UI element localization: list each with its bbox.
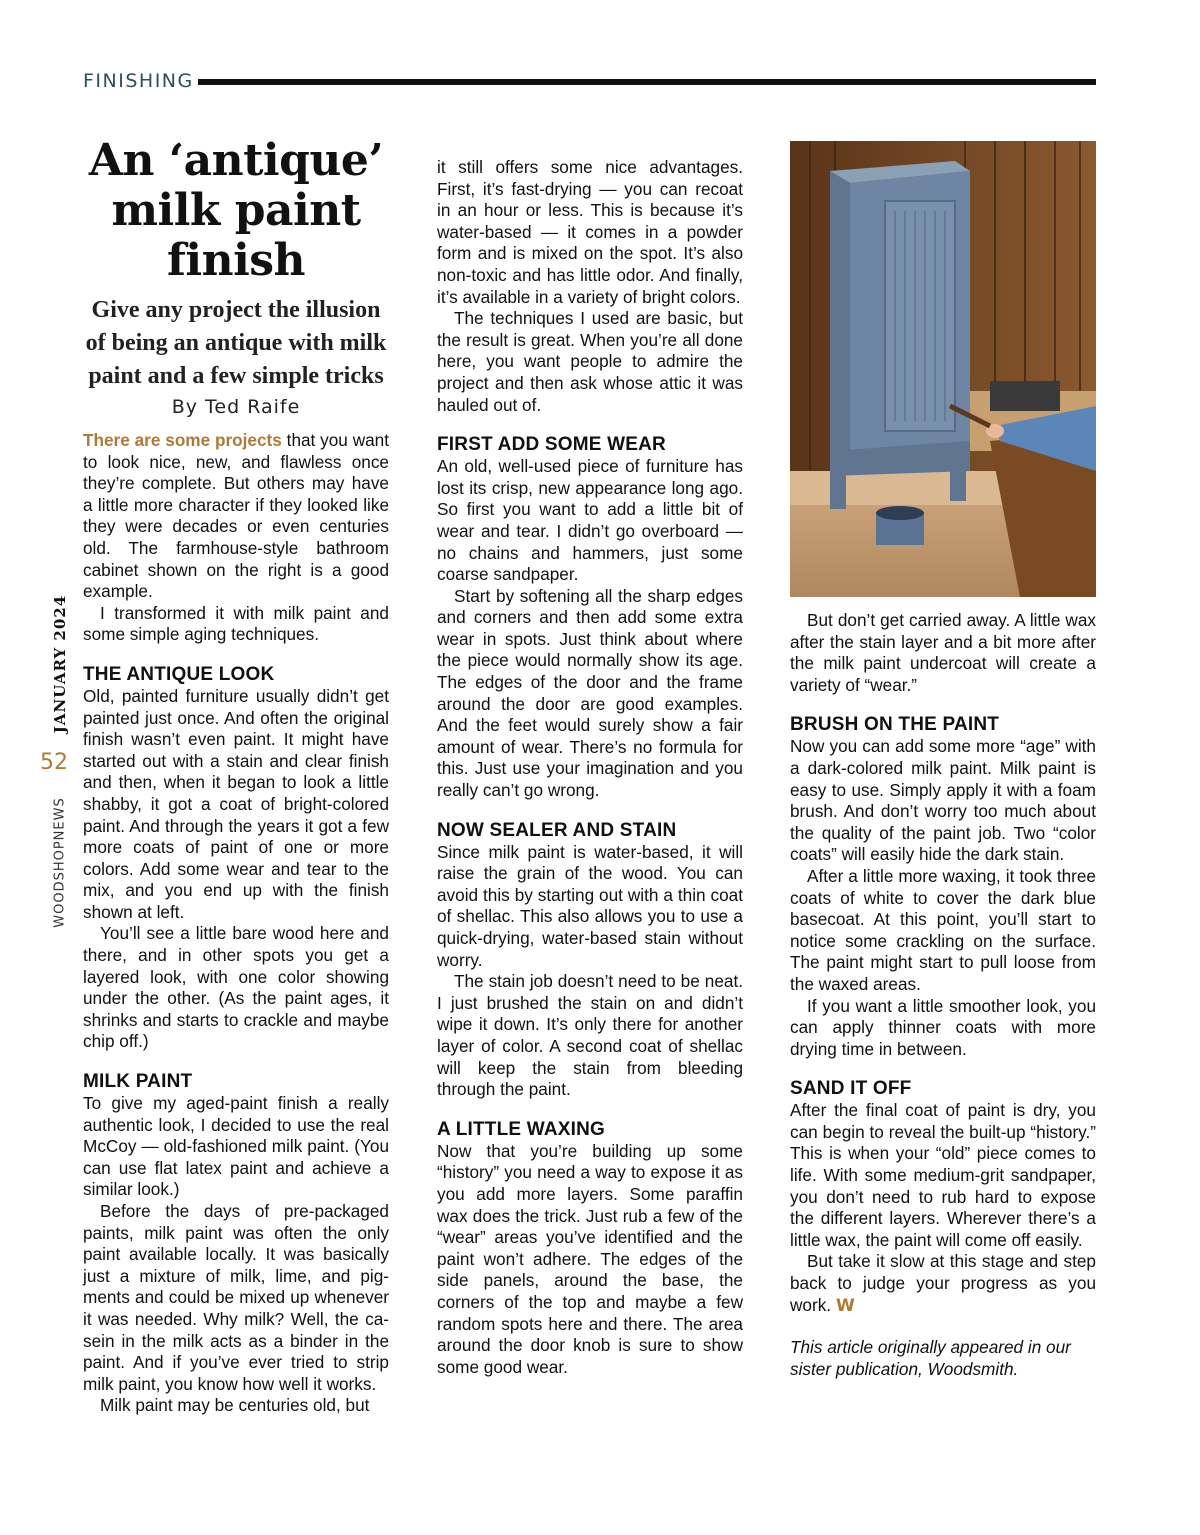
column-3	[790, 610, 1096, 1380]
article-title	[80, 136, 392, 286]
column-2	[437, 157, 743, 1378]
publication-note: This article originally appeared in our sister publication, Woodsmith.	[790, 1337, 1071, 1379]
cabinet-painting-illustration	[790, 141, 1096, 597]
header-rule	[198, 79, 1096, 85]
paragraph: Now you can add some more “age” with a dark-colored milk paint. Milk paint is easy to use. Simply apply it with a foam brush. And don’t worry too much about the quality of the paint job. Two “color coats” will easily hide the dark stain.	[790, 736, 1096, 865]
paragraph: Now that you’re building up some “history” you need a way to expose it as you add more layers. Some paraffin wax does the trick. Just rub a few of the “wear” areas you’ve identified and the paint won’t adhere. The edges of the side panels, around the base, the corners of the top and maybe a few random spots here and there. The area around the door knob is sure to show some good wear.	[437, 1140, 743, 1377]
paragraph: The techniques I used are basic, but the result is great. When you’re all done here, you want people to admire the project and then ask whose attic it was hauled out of.	[437, 308, 743, 415]
paragraph-text: that you want to look nice, new, and flawless once they’re complete. But others may have a little more character if they looked like they were decades or even centuries old. The farmhouse-style bathroom cabinet shown on the right is a good example.	[83, 430, 389, 602]
paragraph: If you want a little smoother look, you can apply thinner coats with more drying time in between.	[790, 995, 1096, 1059]
paragraph: But don’t get carried away. A little wax after the stain layer and a bit more after the milk paint undercoat will create a variety of “wear.”	[790, 610, 1096, 695]
subhead-antique-look: THE ANTIQUE LOOK	[83, 663, 275, 685]
paragraph: it still offers some nice advantages. First, it’s fast-drying — you can recoat in an hour or less. This is because it’s water-based — it comes in a powder form and is mixed on the spot. It’s also non-toxic and has little odor. And finally, it’s available in a variety of bright colors.	[437, 157, 743, 307]
issue-date: JANUARY 2024	[51, 594, 69, 734]
paragraph: Since milk paint is water-based, it will raise the grain of the wood. You can avoid this by starting out with a thin coat of shellac. This also allows you to use a quick-drying, water-based stain without worry.	[437, 841, 743, 970]
subhead-brush-paint: BRUSH ON THE PAINT	[790, 714, 1000, 736]
title-line: milk paint	[111, 185, 361, 236]
subtitle-line: of being an antique with milk	[85, 330, 387, 356]
subhead-sealer-stain: NOW SEALER AND STAIN	[437, 819, 677, 841]
end-mark: W	[835, 1295, 855, 1316]
paragraph: Start by softening all the sharp edges and corners and then add some extra wear in spots. Just think about where the piece would normally show its age. The edges of the door and the frame around the door are good examples. And the feet would surely show a fair amount of wear. There’s no formula for this. Just use your imagination and you really can’t go wrong.	[437, 585, 743, 801]
subhead-sand-it-off: SAND IT OFF	[790, 1078, 912, 1100]
paragraph: Before the days of pre-packaged paints, milk paint was often the only paint available locally. It was basically just a mixture of milk, lime, and pigments and could be mixed up whenever it was needed. Why milk? Well, the casein in the milk acts as a binder in the paint. And if you’ve ever tried to strip milk paint, you know how well it works.	[83, 1201, 389, 1394]
paragraph: I transformed it with milk paint and some simple aging techniques.	[83, 602, 389, 645]
paragraph	[83, 430, 389, 603]
subtitle-line: Give any project the illusion	[91, 297, 381, 323]
paragraph: Old, painted furniture usually didn’t get painted just once. And often the original finish wasn’t even paint. It might have started out with a stain and clear finish and then, when it began to look a little shabby, it got a coat of bright-colored paint. And through the years it got a few more coats of paint of one or more colors. Add some wear and tear to the mix, and you end up with the finish shown at left.	[83, 685, 389, 922]
paragraph: Milk paint may be centuries old, but	[100, 1395, 370, 1416]
paragraph: To give my aged-paint finish a really authentic look, I decided to use the real McCoy — old-fashioned milk paint. (You can use flat latex paint and achieve a similar look.)	[83, 1093, 389, 1200]
column-1	[83, 430, 389, 1417]
cabinet-photo	[790, 141, 1096, 597]
paragraph	[790, 1251, 1096, 1317]
paragraph: An old, well-used piece of furniture has lost its crisp, new appearance long ago. So first you want to add a little bit of wear and tear. I didn’t go overboard — no chains and hammers, just some coarse sandpaper.	[437, 456, 743, 585]
title-line: An ‘antique’	[88, 135, 384, 186]
paragraph: You’ll see a little bare wood here and there, and in other spots you get a layered look, with one color showing under the other. (As the paint ages, it shrinks and starts to crackle and maybe chip off.)	[83, 923, 389, 1052]
paragraph: The stain job doesn’t need to be neat. I just brushed the stain on and didn’t wipe it down. It’s only there for another layer of color. A second coat of shellac will keep the stain from bleeding through the paint.	[437, 971, 743, 1100]
subhead-little-waxing: A LITTLE WAXING	[437, 1118, 606, 1140]
title-line: finish	[166, 235, 306, 286]
subtitle-line: paint and a few simple tricks	[88, 363, 384, 389]
lead-in: There are some projects	[83, 430, 282, 450]
page-number: 52	[40, 750, 68, 775]
byline: By Ted Raife	[171, 396, 301, 418]
paragraph: After the final coat of paint is dry, you can begin to reveal the built-up “history.” This is when your “old” piece comes to life. With some medium-grit sandpaper, you don’t need to rub hard to expose the different layers. Wherever there’s a little wax, the paint will come off easily.	[790, 1100, 1096, 1250]
section-label: FINISHING	[83, 70, 194, 92]
publication-name: WOODSHOPNEWS	[52, 797, 68, 928]
subhead-first-add-wear: FIRST ADD SOME WEAR	[437, 434, 666, 456]
paragraph-text: But take it slow at this stage and step back to judge your progress as you work.	[790, 1251, 1096, 1315]
article-subtitle	[80, 294, 392, 393]
paragraph: After a little more waxing, it took three coats of white to cover the dark blue basecoat. At this point, you’ll start to notice some crackling on the surface. The paint might start to pull loose from the waxed areas.	[790, 865, 1096, 994]
subhead-milk-paint: MILK PAINT	[83, 1071, 193, 1093]
